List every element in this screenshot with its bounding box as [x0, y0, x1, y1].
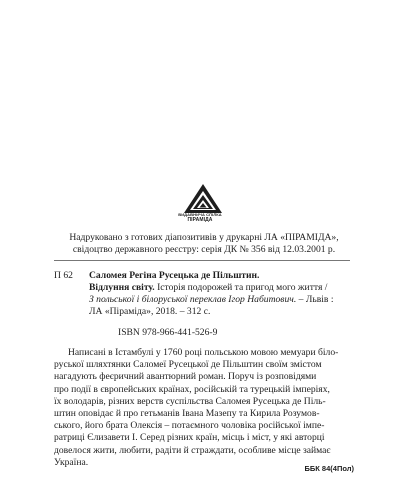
catalog-publisher: ЛА «Піраміда», 2018. – 312 с. [89, 306, 211, 317]
annotation-paragraph [54, 347, 354, 469]
annotation-line: довелося жити, любити, радіти й страждати, особливе місце займає [54, 444, 331, 456]
printing-note-line1: Надруковано з готових діапозитивів у друкарні ЛА «ПІРАМІДА», [69, 232, 339, 243]
annotation-line: про події в європейських країнах, російській та турецькій імперіях, [54, 383, 330, 395]
annotation-line: руської шляхтянки Саломеї Русецької де Пільштин своїм змістом [54, 359, 322, 371]
annotation-line: ського, його брата Олексія – потаємного чоловіка російської імпе- [54, 420, 325, 432]
catalog-author: Саломея Регіна Русецька де Пільштин. [89, 270, 260, 281]
catalog-place: – Львів : [296, 294, 334, 305]
annotation-line: штин оповідає й про гетьманів Івана Мазепу та Кирила Розумов- [54, 408, 320, 420]
annotation-line: нагадують феєричний авантюрний роман. Поруч із розповідями [54, 371, 317, 383]
logo-caption-line1: ВИДАВНИЧА СПІЛКА [178, 212, 222, 217]
catalog-title: Відлуння світу. [89, 282, 155, 293]
divider [54, 260, 350, 261]
annotation-line: їх володарів, різних верств суспільства Саломея Русецька де Піль- [54, 395, 326, 407]
catalog-translation: З польської і білоруської переклав Ігор Набитович. [89, 294, 297, 305]
annotation-line: Написані в Істамбулі у 1760 році польською мовою мемуари біло- [68, 347, 339, 358]
annotation-line: Україна. [54, 456, 89, 468]
isbn: ISBN 978-966-441-526-9 [118, 327, 218, 338]
printing-note-line2: свідоцтво державного реєстру: серія ДК № 356 від 12.03.2001 р. [72, 243, 336, 255]
logo-caption [176, 213, 224, 223]
annotation-line: ратриці Єлизавети І. Серед різних країн, місць і міст, у які авторці [54, 432, 325, 444]
catalog-index: П 62 [54, 270, 73, 281]
logo-caption-line2: ПІРАМІДА [187, 217, 213, 223]
catalog-record [89, 270, 355, 318]
printing-note [54, 232, 354, 255]
catalog-subtitle: Історія подорожей та пригод мого життя / [154, 282, 328, 293]
bbk-code: ББК 84(4Пол) [304, 464, 354, 473]
